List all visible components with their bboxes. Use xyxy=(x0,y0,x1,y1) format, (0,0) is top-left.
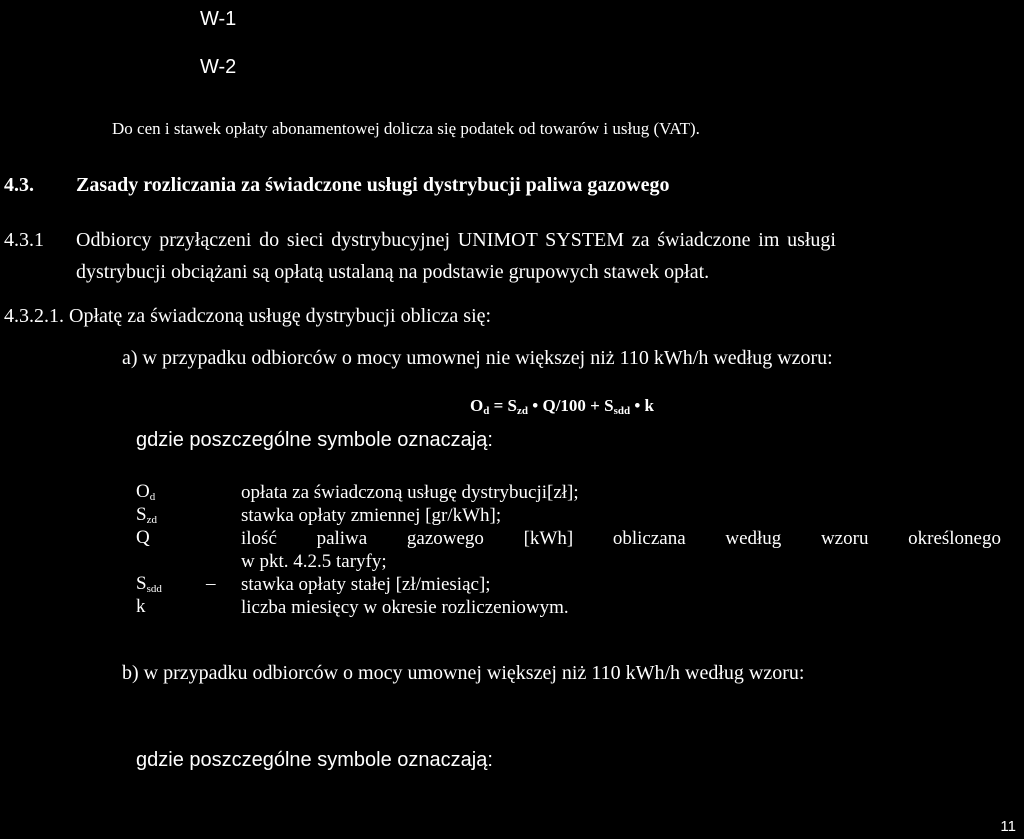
symbol-od: $O_d$ xyxy=(136,481,156,503)
section-number-4-3-1: 4.3.1 xyxy=(4,229,44,251)
formula-a: $O_d = S_{zd}$ • $Q/100 + S_{sdd}$ • k xyxy=(470,396,654,417)
symbol-szd: $S_{zd}$ xyxy=(136,504,157,526)
section-number-4-3: 4.3. xyxy=(4,174,34,196)
item-a: a) w przypadku odbiorców o mocy umownej nie większej niż 110 kWh/h według wzoru: xyxy=(122,347,833,369)
symbol-q: Q xyxy=(136,527,150,548)
section-text-4-3-1-line1: Odbiorcy przyłączeni do sieci dystrybucyjnej UNIMOT SYSTEM za świadczone im usługi xyxy=(76,229,836,251)
vat-note: Do cen i stawek opłaty abonamentowej dolicza się podatek od towarów i usług (VAT). xyxy=(112,119,700,138)
symbol-description: stawka opłaty stałej [zł/miesiąc]; xyxy=(241,574,491,595)
tariff-group-w2: W-2 xyxy=(200,56,237,78)
section-4-3-2-1: 4.3.2.1. Opłatę za świadczoną usługę dystrybucji oblicza się: xyxy=(4,305,492,327)
page-number: 11 xyxy=(1000,818,1016,835)
section-title-4-3: Zasady rozliczania za świadczone usługi dystrybucji paliwa gazowego xyxy=(76,174,670,196)
symbols-intro-a: gdzie poszczególne symbole oznaczają: xyxy=(136,429,493,451)
tariff-group-w1: W-1 xyxy=(200,8,237,30)
symbol-k: k xyxy=(136,596,146,617)
symbol-description: ilość paliwa gazowego [kWh] obliczana według wzoru określonego w pkt. 4.2.5 taryfy; xyxy=(241,528,1001,572)
symbol-description: opłata za świadczoną usługę dystrybucji[zł]; xyxy=(241,482,579,503)
symbols-intro-b: gdzie poszczególne symbole oznaczają: xyxy=(136,749,493,771)
symbol-ssdd: $S_{sdd}$ xyxy=(136,573,162,595)
item-b: b) w przypadku odbiorców o mocy umownej większej niż 110 kWh/h według wzoru: xyxy=(122,662,805,684)
dash: – xyxy=(206,573,216,594)
section-text-4-3-1-line2: dystrybucji obciążani są opłatą ustalaną na podstawie grupowych stawek opłat. xyxy=(76,261,710,283)
symbol-description: liczba miesięcy w okresie rozliczeniowym. xyxy=(241,597,569,618)
symbol-description: stawka opłaty zmiennej [gr/kWh]; xyxy=(241,505,502,526)
